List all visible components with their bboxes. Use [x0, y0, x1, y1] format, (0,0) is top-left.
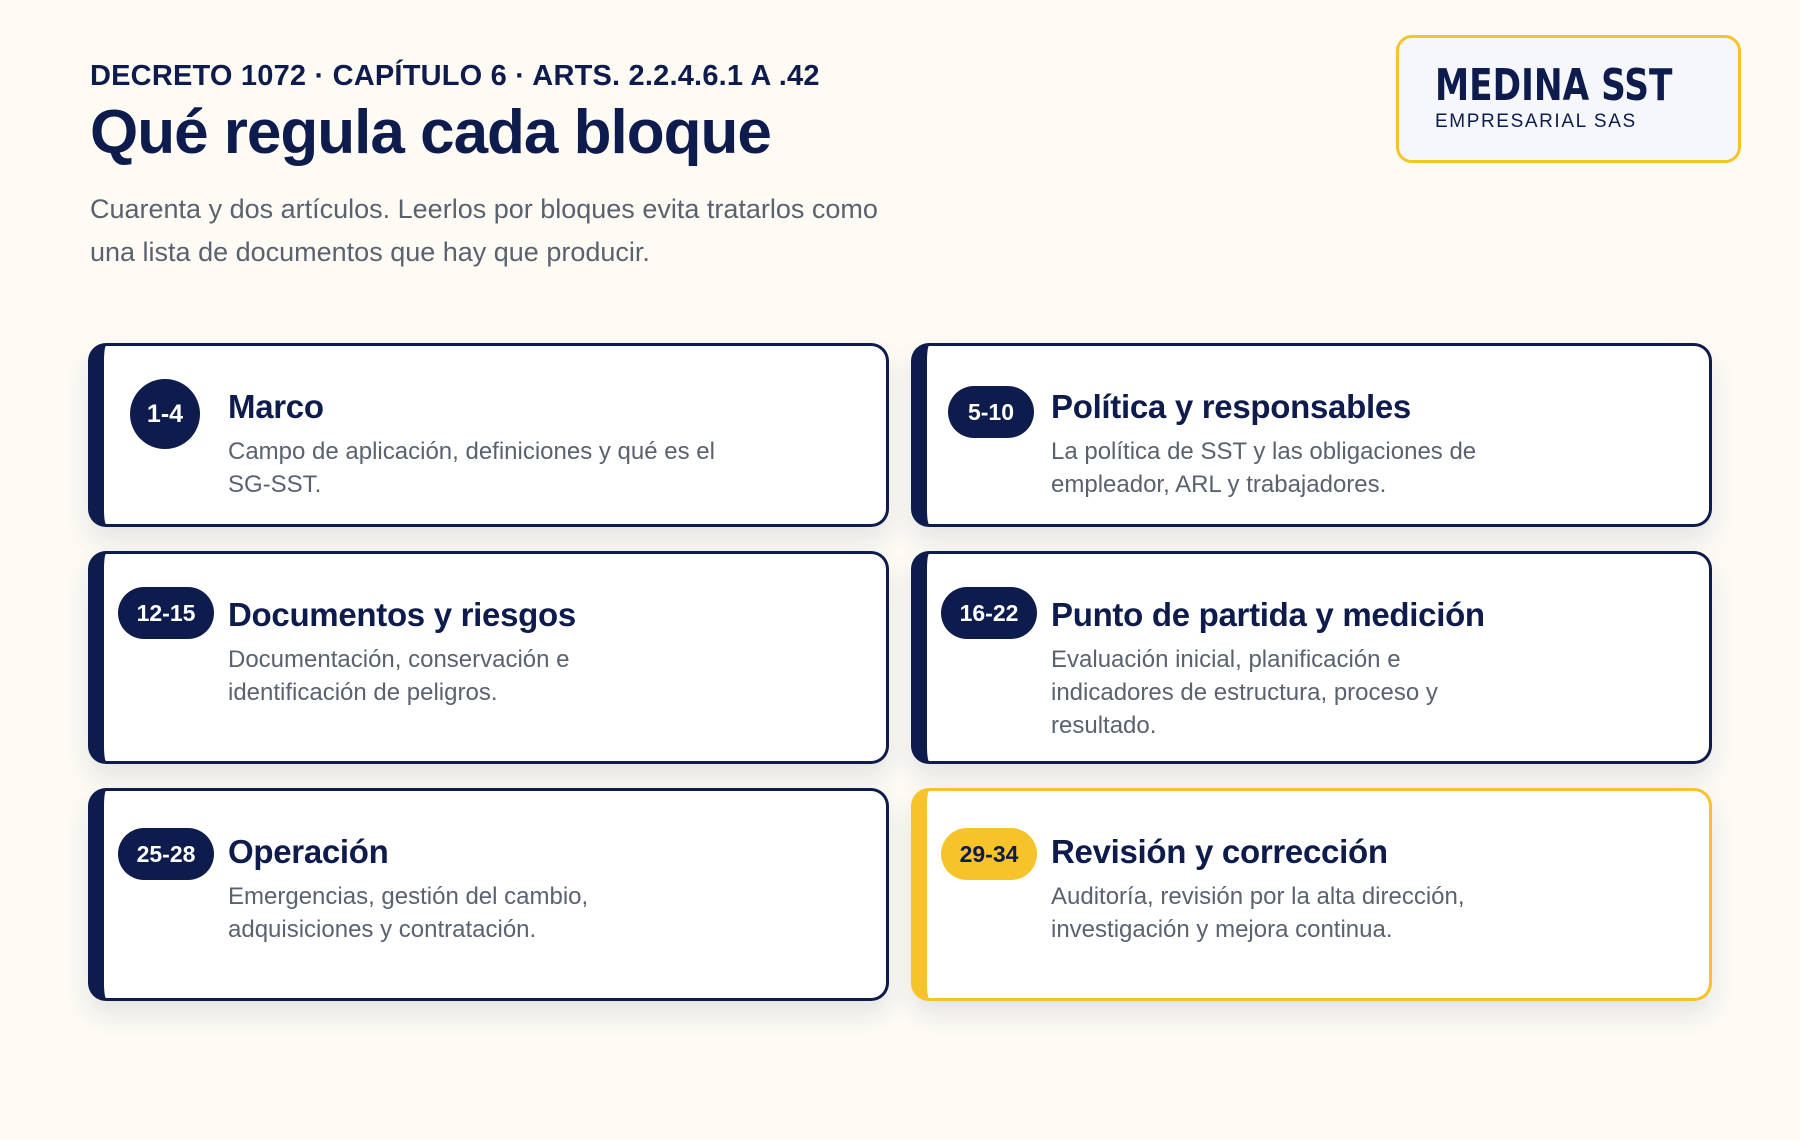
block-badge: 12-15 — [118, 587, 214, 639]
block-card-revision — [911, 788, 1712, 1001]
block-card-politica — [911, 343, 1712, 527]
block-description: Documentación, conservación e identificación de peligros. — [228, 646, 570, 706]
block-title: Punto de partida y medición — [1051, 596, 1485, 633]
header — [90, 58, 1090, 274]
block-card-operacion — [88, 788, 889, 1001]
block-badge: 25-28 — [118, 828, 214, 880]
block-description: La política de SST y las obligaciones de empleador, ARL y trabajadores. — [1051, 438, 1477, 498]
block-title: Operación — [228, 833, 389, 870]
block-badge: 16-22 — [941, 587, 1037, 639]
block-description: Auditoría, revisión por la alta dirección, investigación y mejora continua. — [1051, 883, 1465, 943]
block-description: Campo de aplicación, definiciones y qué es el SG-SST. — [228, 438, 715, 498]
logo-subtitle: EMPRESARIAL SAS — [1435, 111, 1637, 132]
page-subtitle: Cuarenta y dos artículos. Leerlos por bloques evita tratarlos como una lista de documentos que hay que producir. — [90, 194, 878, 267]
block-badge: 29-34 — [941, 828, 1037, 880]
eyebrow: DECRETO 1072 · CAPÍTULO 6 · ARTS. 2.2.4.6.1 A .42 — [90, 60, 820, 92]
block-card-documentos — [88, 551, 889, 764]
block-description: Emergencias, gestión del cambio, adquisiciones y contratación. — [228, 883, 589, 943]
block-card-marco — [88, 343, 889, 527]
block-description: Evaluación inicial, planificación e indicadores de estructura, proceso y resultado. — [1051, 646, 1438, 739]
block-badge: 1-4 — [130, 379, 200, 449]
block-title: Revisión y corrección — [1051, 833, 1388, 870]
block-title: Documentos y riesgos — [228, 596, 576, 633]
logo-name: MEDINA SST — [1435, 60, 1673, 111]
page-title: Qué regula cada bloque — [90, 98, 771, 167]
block-badge: 5-10 — [948, 386, 1034, 438]
block-title: Política y responsables — [1051, 388, 1411, 425]
company-logo — [1396, 35, 1741, 163]
block-title: Marco — [228, 388, 324, 425]
block-card-punto-partida — [911, 551, 1712, 764]
